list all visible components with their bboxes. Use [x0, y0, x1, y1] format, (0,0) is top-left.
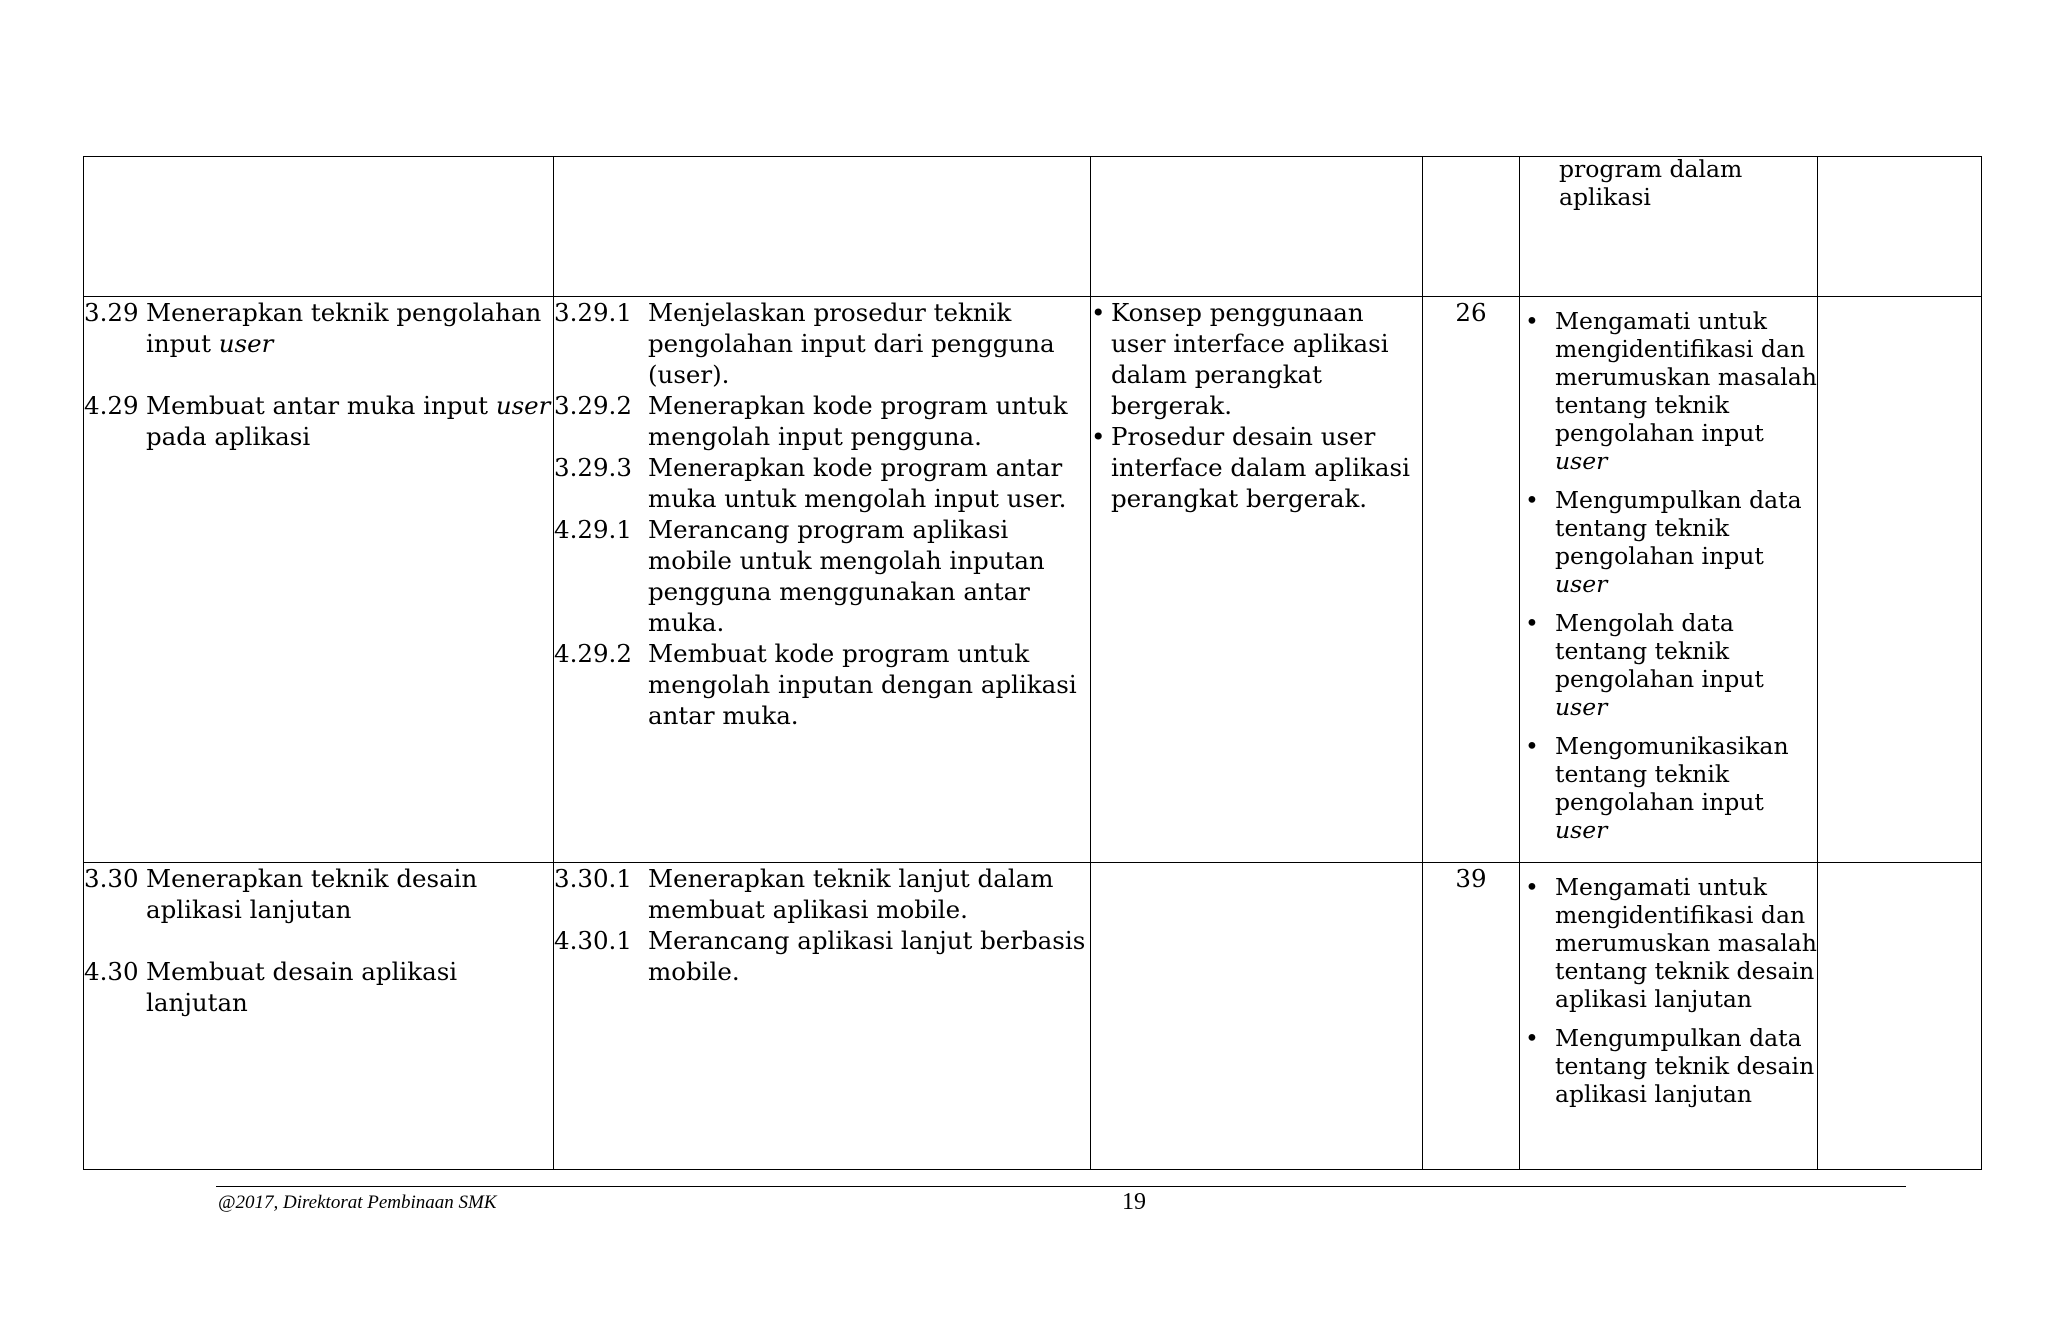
bullet-icon: • — [1525, 609, 1539, 637]
materi-cell — [1091, 297, 1423, 863]
indikator-item — [554, 390, 1090, 452]
pembelajaran-text: Mengomunikasikan tentang teknik pengolahan input — [1555, 732, 1789, 816]
footer-divider — [216, 1186, 1906, 1187]
pembelajaran-item — [1520, 873, 1817, 1013]
indikator-number: 3.29.1 — [554, 298, 632, 327]
penilaian-cell — [1818, 297, 1982, 863]
indikator-item — [554, 514, 1090, 638]
materi-item — [1091, 297, 1422, 421]
materi-cell — [1091, 157, 1423, 297]
pembelajaran-cell — [1520, 863, 1818, 1170]
table-row-continued — [84, 157, 1982, 297]
kd-cell — [84, 297, 554, 863]
kd-text: Membuat antar muka input — [146, 391, 489, 420]
indikator-text: Menerapkan kode program antar muka untuk mengolah input user. — [648, 453, 1067, 513]
indikator-item — [554, 863, 1090, 925]
pembelajaran-cell — [1520, 157, 1818, 297]
page-number: 19 — [1122, 1189, 1146, 1215]
pembelajaran-text-italic: user — [1555, 447, 1608, 475]
kd-text: Menerapkan teknik desain aplikasi lanjutan — [146, 864, 478, 924]
kd-text: Membuat desain aplikasi lanjutan — [146, 957, 458, 1017]
pembelajaran-cell — [1520, 297, 1818, 863]
table-row-3-30 — [84, 863, 1982, 1170]
indikator-number: 3.29.3 — [554, 453, 632, 482]
kd-number: 3.30 — [84, 864, 139, 893]
pembelajaran-tail-line: program dalam — [1559, 155, 1743, 183]
materi-text: Konsep penggunaan user interface aplikasi dalam perangkat bergerak. — [1111, 298, 1389, 420]
kd-text: Menerapkan teknik pengolahan input — [146, 298, 542, 358]
pembelajaran-text: Mengamati untuk mengidentifikasi dan merumuskan masalah tentang teknik pengolahan input — [1555, 307, 1817, 447]
pembelajaran-item — [1520, 732, 1817, 844]
table-row-3-29 — [84, 297, 1982, 863]
pembelajaran-text: Mengolah data tentang teknik pengolahan input — [1555, 609, 1764, 693]
penilaian-cell — [1818, 863, 1982, 1170]
pembelajaran-text: Mengumpulkan data tentang teknik pengolahan input — [1555, 486, 1802, 570]
pembelajaran-text-italic: user — [1555, 693, 1608, 721]
penilaian-cell — [1818, 157, 1982, 297]
bullet-icon: • — [1091, 298, 1106, 327]
footer-copyright: @2017, Direktorat Pembinaan SMK — [218, 1192, 497, 1213]
indikator-text: Menerapkan teknik lanjut dalam membuat aplikasi mobile. — [648, 864, 1054, 924]
indikator-item — [554, 452, 1090, 514]
indikator-item — [554, 925, 1090, 987]
pembelajaran-item — [1520, 609, 1817, 721]
jp-cell — [1423, 297, 1520, 863]
indikator-number: 3.29.2 — [554, 391, 632, 420]
pembelajaran-text-italic: user — [1555, 816, 1608, 844]
jp-value: 26 — [1455, 298, 1487, 327]
indikator-number: 4.30.1 — [554, 926, 632, 955]
pembelajaran-text: Mengumpulkan data tentang teknik desain aplikasi lanjutan — [1555, 1024, 1815, 1108]
pembelajaran-text-italic: user — [1555, 570, 1608, 598]
jp-cell — [1423, 157, 1520, 297]
kd-text-italic: user — [218, 329, 274, 358]
kd-item — [84, 863, 553, 925]
indikator-number: 4.29.2 — [554, 639, 632, 668]
kd-number: 4.29 — [84, 391, 139, 420]
materi-text: Prosedur desain user interface dalam aplikasi perangkat bergerak. — [1111, 422, 1410, 513]
bullet-icon: • — [1525, 873, 1539, 901]
materi-cell — [1091, 863, 1423, 1170]
bullet-icon: • — [1525, 732, 1539, 760]
pembelajaran-text: Mengamati untuk mengidentifikasi dan merumuskan masalah tentang teknik desain aplikasi lanjutan — [1555, 873, 1817, 1013]
indikator-text: Membuat kode program untuk mengolah inputan dengan aplikasi antar muka. — [648, 639, 1077, 730]
indikator-cell — [554, 863, 1091, 1170]
jp-value: 39 — [1455, 864, 1487, 893]
syllabus-table — [83, 156, 1982, 1170]
indikator-item — [554, 297, 1090, 390]
indikator-text: Menjelaskan prosedur teknik pengolahan input dari pengguna (user). — [648, 298, 1055, 389]
bullet-icon: • — [1525, 307, 1539, 335]
kd-number: 4.30 — [84, 957, 139, 986]
pembelajaran-tail-line: aplikasi — [1559, 183, 1651, 211]
bullet-icon: • — [1525, 486, 1539, 514]
bullet-icon: • — [1091, 422, 1106, 451]
kd-cell — [84, 863, 554, 1170]
indikator-item — [554, 638, 1090, 731]
indikator-text: Menerapkan kode program untuk mengolah input pengguna. — [648, 391, 1068, 451]
indikator-text: Merancang aplikasi lanjut berbasis mobile. — [648, 926, 1086, 986]
jp-cell — [1423, 863, 1520, 1170]
pembelajaran-item — [1520, 486, 1817, 598]
indikator-text: Merancang program aplikasi mobile untuk mengolah inputan pengguna menggunakan antar muka. — [648, 515, 1045, 637]
indikator-cell — [554, 297, 1091, 863]
kd-item — [84, 390, 553, 452]
kd-text: pada aplikasi — [146, 422, 311, 451]
bullet-icon: • — [1525, 1024, 1539, 1052]
pembelajaran-item — [1520, 307, 1817, 475]
kd-item — [84, 297, 553, 359]
kd-item — [84, 956, 553, 1018]
indikator-cell — [554, 157, 1091, 297]
kd-text-italic: user — [495, 391, 551, 420]
indikator-number: 4.29.1 — [554, 515, 632, 544]
materi-item — [1091, 421, 1422, 514]
kd-number: 3.29 — [84, 298, 139, 327]
kd-cell — [84, 157, 554, 297]
pembelajaran-item — [1520, 1024, 1817, 1108]
indikator-number: 3.30.1 — [554, 864, 632, 893]
